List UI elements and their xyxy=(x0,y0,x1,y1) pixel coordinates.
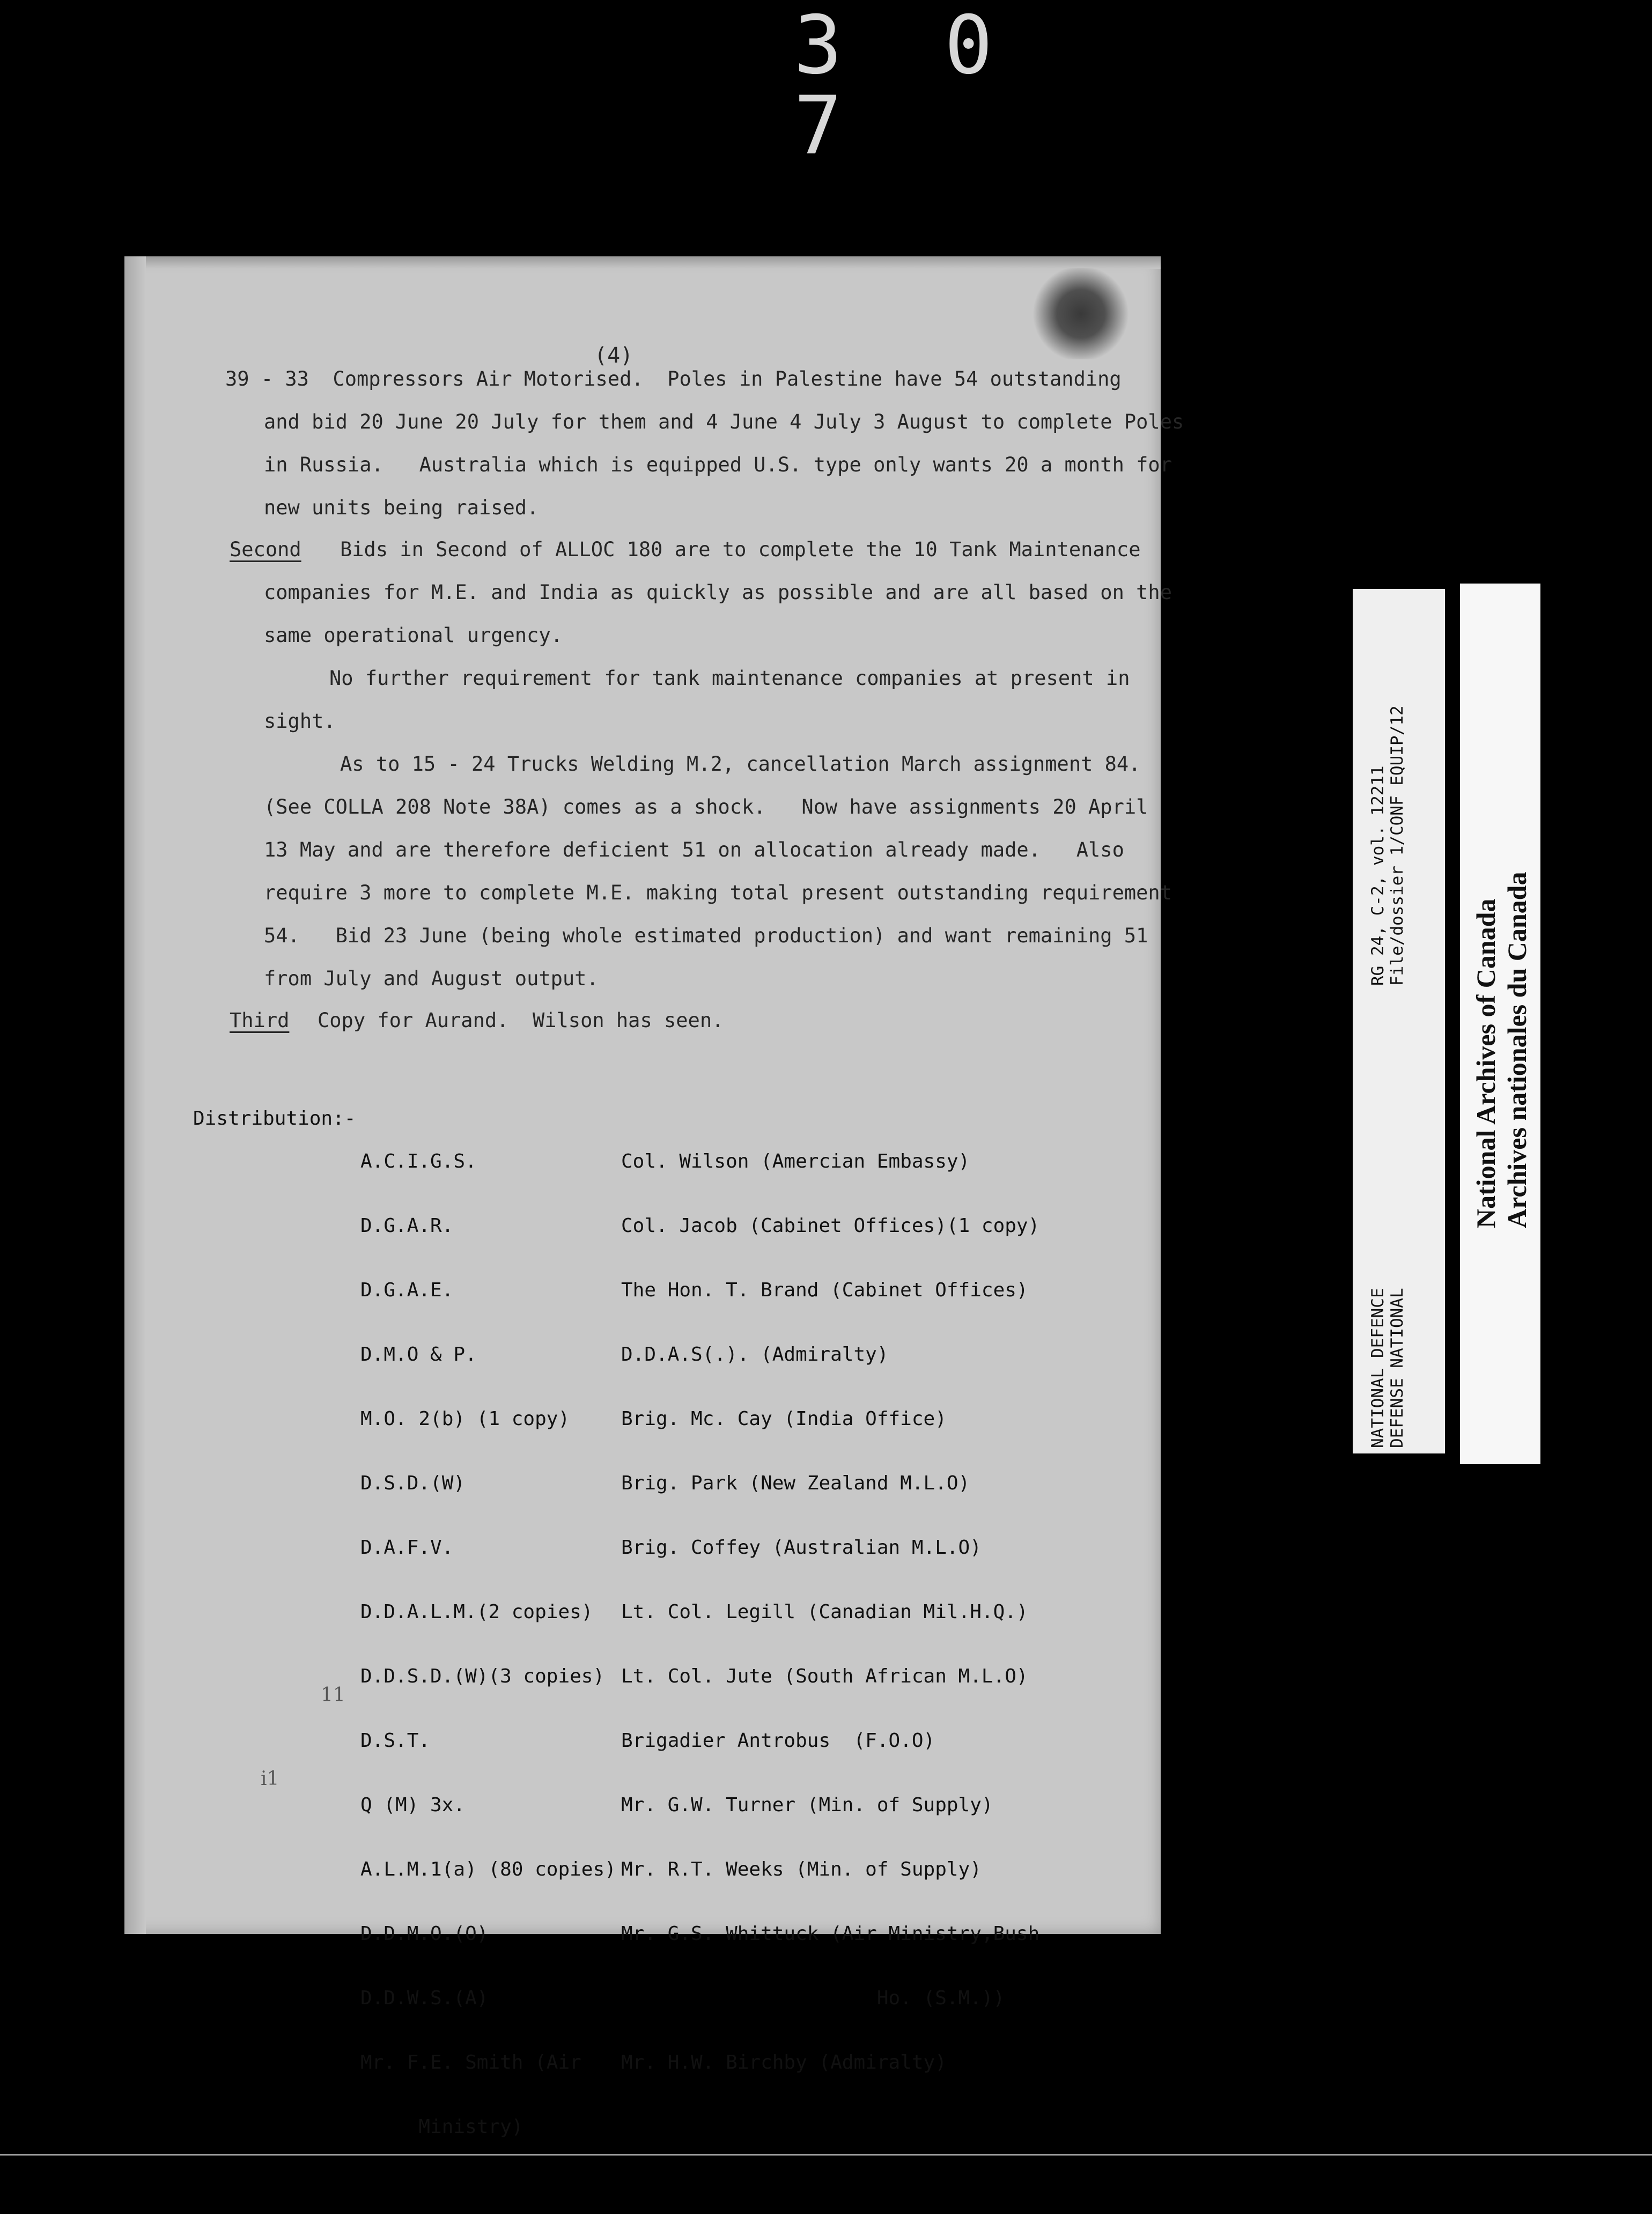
body-line: sight. xyxy=(264,710,336,733)
distribution-entry: The Hon. T. Brand (Cabinet Offices) xyxy=(621,1279,1028,1301)
body-line: Bids in Second of ALLOC 180 are to complete the 10 Tank Maintenance xyxy=(340,538,1141,561)
body-line: in Russia. Australia which is equipped U.S. type only wants 20 a month for xyxy=(264,453,1172,476)
distribution-entry: Ministry) xyxy=(360,2116,523,2138)
distribution-entry: Lt. Col. Legill (Canadian Mil.H.Q.) xyxy=(621,1601,1028,1623)
film-edge-line xyxy=(0,2154,1652,2156)
body-line: from July and August output. xyxy=(264,967,599,990)
microfilm-frame-number: 3 0 7 xyxy=(794,0,1020,173)
department-line: DEFENSE NATIONAL xyxy=(1387,1288,1407,1448)
body-line: and bid 20 June 20 July for them and 4 June 4 July 3 August to complete Poles xyxy=(264,410,1184,433)
page-top-edge xyxy=(124,256,1161,269)
distribution-entry: D.G.A.R. xyxy=(360,1215,454,1237)
body-line: companies for M.E. and India as quickly as possible and are all based on the xyxy=(264,581,1172,604)
distribution-entry: D.D.A.S(.). (Admiralty) xyxy=(621,1344,889,1366)
distribution-entry: Brigadier Antrobus (F.O.O) xyxy=(621,1730,935,1752)
paper-stain xyxy=(1030,268,1132,359)
body-line: same operational urgency. xyxy=(264,624,563,647)
distribution-entry: D.S.D.(W) xyxy=(360,1472,466,1494)
section-heading-third: Third xyxy=(230,1009,290,1032)
distribution-entry: D.D.W.S.(A) xyxy=(360,1987,489,2009)
archive-reference-text xyxy=(1369,705,1407,986)
distribution-entry: Q (M) 3x. xyxy=(360,1794,466,1816)
distribution-entry: A.C.I.G.S. xyxy=(360,1150,477,1172)
distribution-label: Distribution:- xyxy=(193,1108,356,1130)
distribution-entry: Mr. G.S. Whittuck (Air Ministry,Bush xyxy=(621,1923,1040,1945)
faint-margin-mark: 11 xyxy=(321,1684,345,1706)
distribution-entry: A.L.M.1(a) (80 copies) xyxy=(360,1858,616,1880)
distribution-right-column xyxy=(621,1108,1039,2095)
distribution-entry: D.D.S.D.(W)(3 copies) xyxy=(360,1665,605,1687)
distribution-entry: D.S.T. xyxy=(360,1730,431,1752)
body-line: (See COLLA 208 Note 38A) comes as a shock. Now have assignments 20 April xyxy=(264,795,1148,818)
page-left-edge xyxy=(124,256,146,1934)
distribution-entry: Brig. Coffey (Australian M.L.O) xyxy=(621,1537,982,1559)
distribution-entry: Mr. F.E. Smith (Air xyxy=(360,2051,581,2073)
distribution-entry: Mr. R.T. Weeks (Min. of Supply) xyxy=(621,1858,982,1880)
body-line: As to 15 - 24 Trucks Welding M.2, cancellation March assignment 84. xyxy=(340,752,1141,776)
distribution-entry: Lt. Col. Jute (South African M.L.O) xyxy=(621,1665,1028,1687)
body-line: No further requirement for tank maintenance companies at present in xyxy=(329,667,1130,690)
archives-line: Archives nationales du Canada xyxy=(1501,872,1532,1228)
distribution-entry: Mr. G.W. Turner (Min. of Supply) xyxy=(621,1794,993,1816)
distribution-entry: Col. Wilson (Amercian Embassy) xyxy=(621,1150,970,1172)
archive-reference-line: File/dossier 1/CONF EQUIP/12 xyxy=(1387,705,1407,986)
distribution-entry: D.M.O & P. xyxy=(360,1344,477,1366)
distribution-entry: D.D.M.O.(O) xyxy=(360,1923,489,1945)
body-line: 13 May and are therefore deficient 51 on allocation already made. Also xyxy=(264,838,1124,861)
distribution-left-column xyxy=(360,1108,616,2159)
distribution-entry: D.A.F.V. xyxy=(360,1537,454,1559)
distribution-entry: Brig. Mc. Cay (India Office) xyxy=(621,1408,947,1430)
distribution-entry: Ho. (S.M.)) xyxy=(621,1987,1005,2009)
faint-margin-mark: i1 xyxy=(261,1768,279,1790)
distribution-entry: Brig. Park (New Zealand M.L.O) xyxy=(621,1472,970,1494)
distribution-entry: D.G.A.E. xyxy=(360,1279,454,1301)
national-archives-text xyxy=(1471,872,1532,1228)
archives-line: National Archives of Canada xyxy=(1471,898,1501,1228)
national-defence-text xyxy=(1369,1288,1407,1448)
distribution-entry: M.O. 2(b) (1 copy) xyxy=(360,1408,570,1430)
body-line: require 3 more to complete M.E. making total present outstanding requirement xyxy=(264,881,1172,904)
page-number: (4) xyxy=(594,343,633,368)
distribution-entry: Mr. H.W. Birchby (Admiralty) xyxy=(621,2051,947,2073)
distribution-entry: D.D.A.L.M.(2 copies) xyxy=(360,1601,593,1623)
section-heading-second: Second xyxy=(230,538,301,561)
body-line: Copy for Aurand. Wilson has seen. xyxy=(318,1009,724,1032)
body-line: 54. Bid 23 June (being whole estimated production) and want remaining 51 xyxy=(264,924,1148,947)
distribution-entry: Col. Jacob (Cabinet Offices)(1 copy) xyxy=(621,1215,1040,1237)
department-line: NATIONAL DEFENCE xyxy=(1368,1288,1388,1448)
body-line: 39 - 33 Compressors Air Motorised. Poles in Palestine have 54 outstanding xyxy=(225,367,1122,390)
body-line: new units being raised. xyxy=(264,496,539,519)
archive-reference-line: RG 24, C-2, vol. 12211 xyxy=(1368,765,1388,986)
